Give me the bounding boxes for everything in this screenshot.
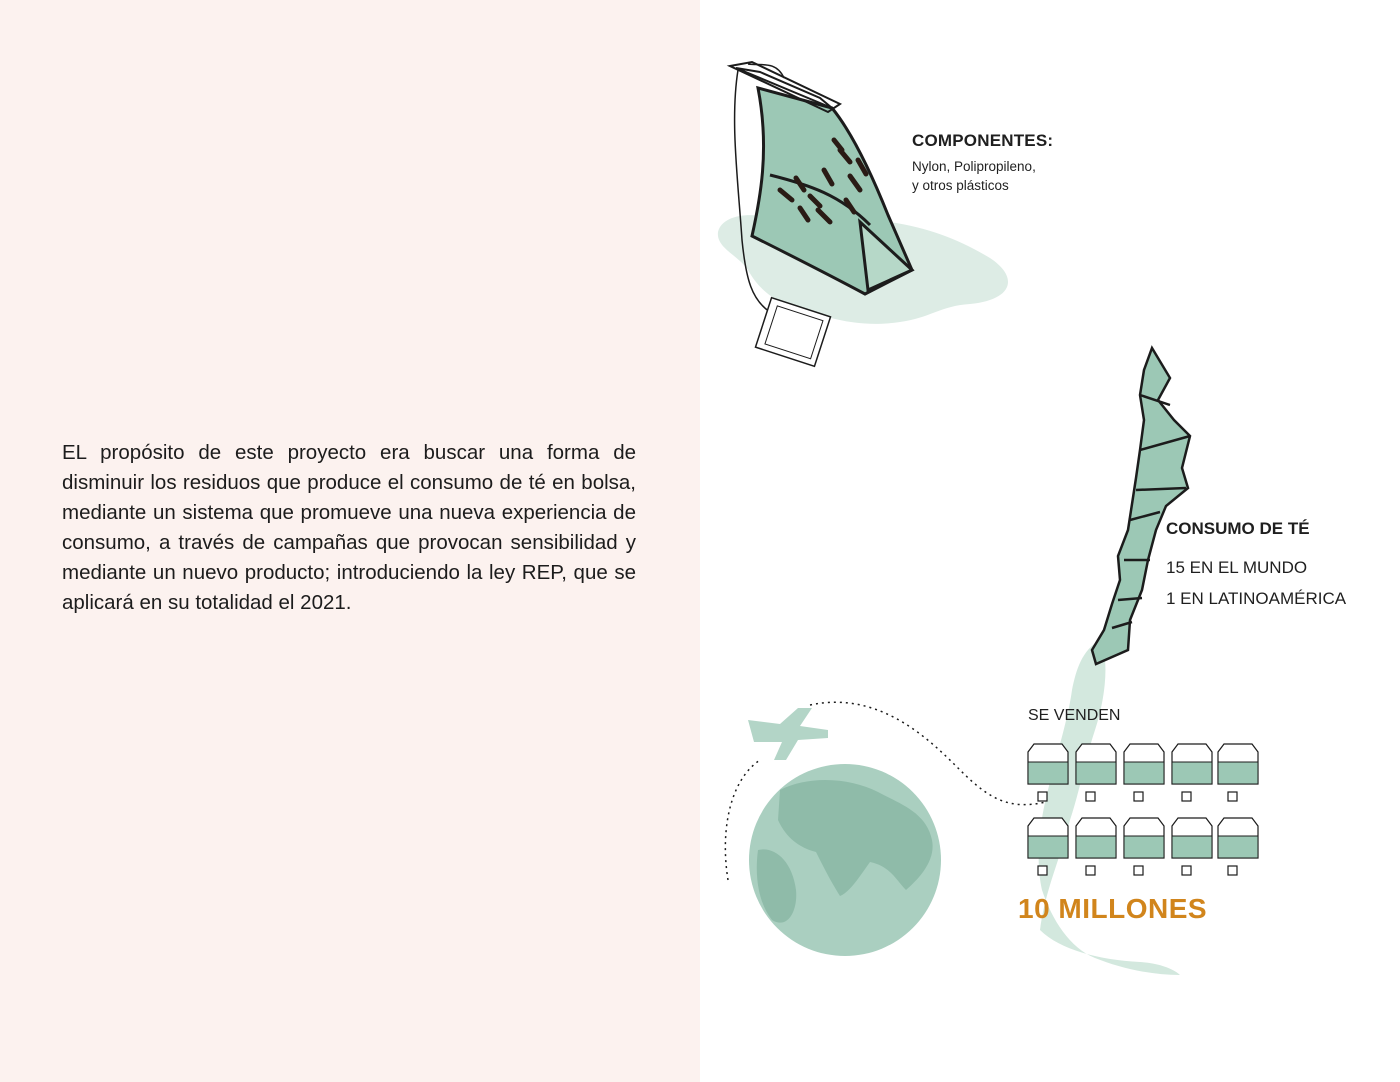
teabag-icon	[1076, 818, 1116, 875]
teabag-icon	[1124, 818, 1164, 875]
globe-illustration	[725, 702, 1046, 956]
right-panel	[700, 0, 1400, 1082]
sales-label: SE VENDEN	[1028, 707, 1121, 724]
components-line1: Nylon, Polipropileno,	[912, 159, 1036, 174]
teabag-illustration	[718, 62, 1008, 366]
intro-paragraph: EL propósito de este proyecto era buscar una forma de disminuir los residuos que produce el consumo de té en bolsa, mediante un sistema que promueve una nueva experiencia de consumo, a través de campañas que provocan sensibilidad y mediante un nuevo producto; introduciendo la ley REP, que se aplicará en su totalidad el 2021.	[62, 441, 636, 614]
consumption-world-rank: 15 EN EL MUNDO	[1166, 558, 1308, 577]
sales-amount: 10 MILLONES	[1018, 893, 1208, 924]
teabag-icon	[1218, 744, 1258, 801]
teabag-icon	[1076, 744, 1116, 801]
teabag-icon	[1218, 818, 1258, 875]
components-line2: y otros plásticos	[912, 178, 1009, 193]
chile-map	[1039, 348, 1190, 975]
teabag-icon	[1172, 744, 1212, 801]
plane-icon	[748, 708, 828, 760]
teabag-icon	[1124, 744, 1164, 801]
components-title: COMPONENTES:	[912, 131, 1054, 150]
consumption-title: CONSUMO DE TÉ	[1166, 519, 1310, 538]
consumption-latam-rank: 1 EN LATINOAMÉRICA	[1166, 589, 1347, 608]
teabag-icon	[1172, 818, 1212, 875]
